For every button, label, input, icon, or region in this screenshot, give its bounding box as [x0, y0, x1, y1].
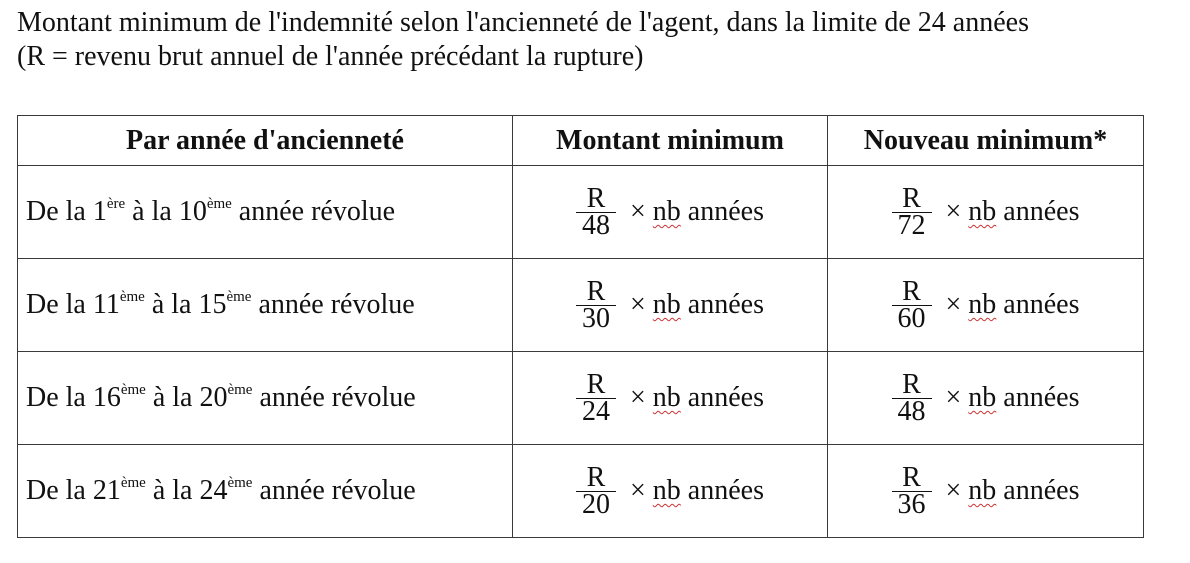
- nb-word: nb: [652, 289, 681, 320]
- annees-word: années: [687, 196, 764, 227]
- table-row: [18, 352, 1144, 445]
- fraction-numerator: R: [902, 275, 921, 307]
- fraction-numerator: R: [586, 182, 606, 214]
- multiplier-text: [630, 475, 764, 507]
- nouveau-minimum-cell: [828, 445, 1144, 538]
- period-cell: [18, 259, 513, 352]
- times-sign: ×: [630, 475, 646, 506]
- montant-minimum-formula: [513, 368, 827, 427]
- multiplier-text: [946, 196, 1080, 228]
- header-row: [18, 116, 1144, 166]
- nouveau-minimum-fraction: [892, 368, 932, 427]
- montant-minimum-fraction: [576, 368, 616, 427]
- fraction-denominator: 36: [892, 491, 932, 518]
- fraction-numerator: R: [902, 368, 921, 400]
- annees-word: années: [687, 382, 764, 413]
- period-middle: à la: [145, 475, 200, 506]
- montant-minimum-formula: [513, 275, 827, 334]
- period-to: 15: [198, 289, 227, 320]
- nouveau-minimum-formula: [828, 275, 1143, 334]
- intro-text: [17, 6, 1182, 74]
- multiplier-text: [630, 196, 764, 228]
- montant-minimum-fraction: [576, 275, 616, 334]
- period-suffix: année révolue: [251, 289, 415, 320]
- period-suffix: année révolue: [252, 475, 416, 506]
- montant-minimum-cell: [513, 166, 828, 259]
- annees-word: années: [687, 289, 764, 320]
- nouveau-minimum-cell: [828, 352, 1144, 445]
- nouveau-minimum-fraction: [892, 182, 932, 241]
- header-montant-minimum: Montant minimum: [513, 116, 828, 166]
- fraction-denominator: 48: [892, 398, 932, 425]
- montant-minimum-cell: [513, 259, 828, 352]
- nouveau-minimum-cell: [828, 259, 1144, 352]
- period-cell: [18, 166, 513, 259]
- multiplier-text: [946, 289, 1080, 321]
- table-row: [18, 259, 1144, 352]
- indemnity-table: [17, 115, 1144, 538]
- multiplier-text: [630, 382, 764, 414]
- period-to: 10: [178, 196, 207, 227]
- fraction-numerator: R: [902, 461, 921, 493]
- annees-word: années: [687, 475, 764, 506]
- times-sign: ×: [945, 289, 962, 320]
- period-to-sup: ème: [226, 289, 252, 305]
- fraction-numerator: R: [586, 461, 606, 493]
- times-sign: ×: [630, 289, 646, 320]
- nb-word: nb: [968, 475, 997, 506]
- nouveau-minimum-formula: [828, 368, 1143, 427]
- annees-word: années: [1003, 382, 1080, 413]
- nouveau-minimum-cell: [828, 166, 1144, 259]
- nouveau-minimum-formula: [828, 461, 1143, 520]
- fraction-denominator: 24: [576, 398, 616, 425]
- table-row: [18, 445, 1144, 538]
- times-sign: ×: [945, 475, 962, 506]
- nb-word: nb: [968, 196, 997, 227]
- times-sign: ×: [945, 382, 962, 413]
- period-cell: [18, 352, 513, 445]
- period-to-sup: ème: [227, 475, 253, 491]
- period-from: 11: [92, 289, 120, 320]
- multiplier-text: [630, 289, 764, 321]
- header-anciennete: Par année d'ancienneté: [18, 116, 513, 166]
- nb-word: nb: [968, 289, 997, 320]
- montant-minimum-formula: [513, 182, 827, 241]
- fraction-denominator: 48: [576, 212, 616, 239]
- period-to: 24: [199, 475, 228, 506]
- nb-word: nb: [652, 382, 681, 413]
- montant-minimum-formula: [513, 461, 827, 520]
- montant-minimum-cell: [513, 352, 828, 445]
- nouveau-minimum-formula: [828, 182, 1143, 241]
- period-from-sup: ème: [120, 475, 146, 491]
- multiplier-text: [946, 382, 1080, 414]
- nb-word: nb: [652, 475, 681, 506]
- fraction-numerator: R: [586, 275, 606, 307]
- period-cell: [18, 445, 513, 538]
- fraction-denominator: 72: [892, 212, 932, 239]
- period-middle: à la: [144, 289, 199, 320]
- period-prefix: De la: [26, 382, 93, 413]
- table-body: [18, 166, 1144, 538]
- montant-minimum-fraction: [576, 182, 616, 241]
- annees-word: années: [1003, 475, 1080, 506]
- montant-minimum-fraction: [576, 461, 616, 520]
- period-prefix: De la: [26, 289, 93, 320]
- times-sign: ×: [945, 196, 962, 227]
- period-suffix: année révolue: [231, 196, 396, 227]
- intro-line-2: (R = revenu brut annuel de l'année précédant la rupture): [17, 41, 644, 72]
- annees-word: années: [1003, 289, 1080, 320]
- period-middle: à la: [145, 382, 200, 413]
- montant-minimum-cell: [513, 445, 828, 538]
- fraction-denominator: 60: [892, 305, 932, 332]
- nouveau-minimum-fraction: [892, 275, 932, 334]
- fraction-denominator: 20: [576, 491, 616, 518]
- period-suffix: année révolue: [252, 382, 416, 413]
- period-prefix: De la: [26, 475, 93, 506]
- multiplier-text: [946, 475, 1080, 507]
- nouveau-minimum-fraction: [892, 461, 932, 520]
- period-to-sup: ème: [227, 382, 253, 398]
- table-row: [18, 166, 1144, 259]
- fraction-denominator: 30: [576, 305, 616, 332]
- nb-word: nb: [968, 382, 997, 413]
- intro-line-1: Montant minimum de l'indemnité selon l'ancienneté de l'agent, dans la limite de 24 années: [17, 7, 1029, 38]
- fraction-numerator: R: [586, 368, 606, 400]
- times-sign: ×: [630, 196, 646, 227]
- times-sign: ×: [630, 382, 646, 413]
- period-prefix: De la: [26, 196, 93, 227]
- period-to-sup: ème: [206, 196, 232, 212]
- header-nouveau-minimum: Nouveau minimum*: [828, 116, 1144, 166]
- period-from: 21: [92, 475, 121, 506]
- period-from-sup: ème: [120, 382, 146, 398]
- period-from: 1: [92, 196, 107, 227]
- period-to: 20: [199, 382, 228, 413]
- period-from: 16: [92, 382, 121, 413]
- nb-word: nb: [652, 196, 681, 227]
- fraction-numerator: R: [902, 182, 921, 214]
- period-from-sup: ème: [119, 289, 145, 305]
- period-from-sup: ère: [106, 196, 126, 212]
- period-middle: à la: [125, 196, 179, 227]
- annees-word: années: [1003, 196, 1080, 227]
